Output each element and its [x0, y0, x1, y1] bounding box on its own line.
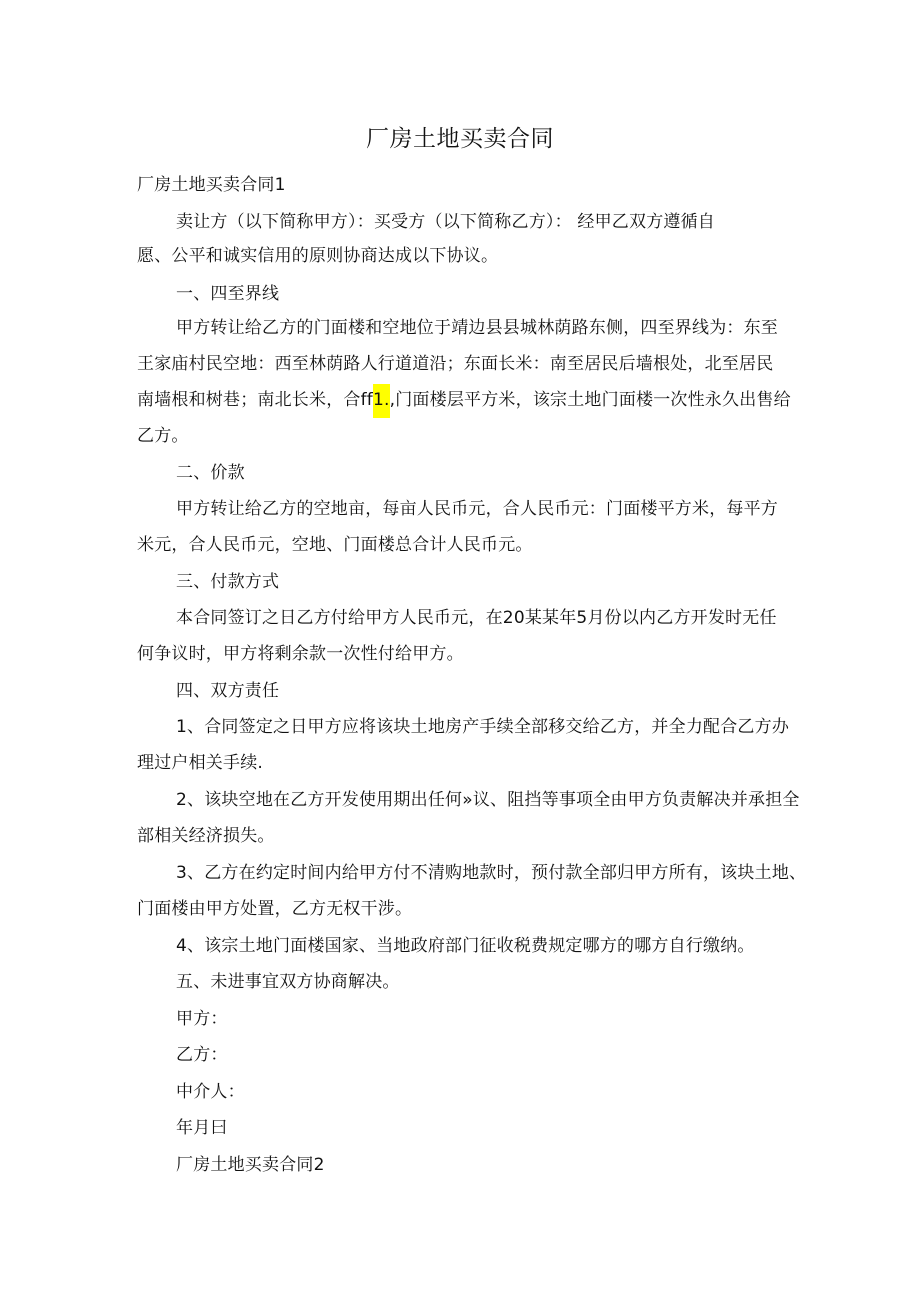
contract-subtitle-2: 厂房土地买卖合同2 [176, 1155, 325, 1175]
section-4-item-1-line-2: 理过户相关手续. [137, 753, 264, 773]
section-1-heading: 一、四至界线 [176, 284, 280, 304]
intermediary-signature: 中介人： [176, 1082, 245, 1102]
party-b-signature: 乙方： [176, 1045, 228, 1065]
section-2-line-1: 甲方转让给乙方的空地亩，每亩人民币元，合人民币元：门面楼平方米，每平方 [176, 499, 778, 519]
section-1-line-1: 甲方转让给乙方的门面楼和空地位于靖边县县城林荫路东侧，四至界线为：东至 [176, 318, 778, 338]
section-1-line-2: 王家庙村民空地：西至林荫路人行道道沿；东面长米：南至居民后墙根处，北至居民 [137, 354, 774, 374]
document-title: 厂房土地买卖合同 [366, 126, 554, 152]
section-4-item-2-line-1: 2、该块空地在乙方开发使用期出任何»议、阻挡等事项全由甲方负责解决并承担全 [176, 790, 800, 810]
section-3-heading: 三、付款方式 [176, 572, 280, 592]
section-1-line-3 [137, 388, 791, 412]
section-1-line-3-end: ,门面楼层平方米，该宗土地门面楼一次性永久出售给 [389, 390, 791, 410]
section-4-item-3-line-2: 门面楼由甲方处置，乙方无权干涉。 [137, 899, 413, 919]
highlighted-text: 1. [373, 384, 390, 418]
intro-line-2: 愿、公平和诚实信用的原则协商达成以下协议。 [137, 246, 499, 266]
signature-date: 年月曰 [176, 1118, 228, 1138]
section-3-line-1: 本合同签订之日乙方付给甲方人民币元，在20某某年5月份以内乙方开发时无任 [176, 608, 777, 628]
section-2-heading: 二、价款 [176, 463, 245, 483]
section-4-item-3-line-1: 3、乙方在约定时间内给甲方付不清购地款时，预付款全部归甲方所有，该块土地、 [176, 863, 807, 883]
intro-line-1: 卖让方（以下简称甲方）：买受方（以下简称乙方）： 经甲乙双方遵循自 [176, 212, 716, 232]
section-3-line-2: 何争议时，甲方将剩余款一次性付给甲方。 [137, 644, 464, 664]
section-5-heading: 五、未进事宜双方协商解决。 [176, 972, 400, 992]
section-4-item-4-line-1: 4、该宗土地门面楼国家、当地政府部门征收税费规定哪方的哪方自行缴纳。 [176, 936, 755, 956]
section-4-item-1-line-1: 1、合同签定之日甲方应将该块土地房产手续全部移交给乙方，并全力配合乙方办 [176, 717, 790, 737]
section-1-line-4: 乙方。 [137, 426, 189, 446]
section-4-heading: 四、双方责任 [176, 681, 280, 701]
section-4-item-2-line-2: 部相关经济损失。 [137, 826, 275, 846]
section-2-line-2: 米元，合人民币元，空地、门面楼总合计人民币元。 [137, 535, 533, 555]
section-1-line-3-start: 南墙根和树巷；南北长米，合ff [137, 390, 373, 410]
party-a-signature: 甲方： [176, 1009, 228, 1029]
contract-subtitle-1: 厂房土地买卖合同1 [137, 175, 286, 195]
